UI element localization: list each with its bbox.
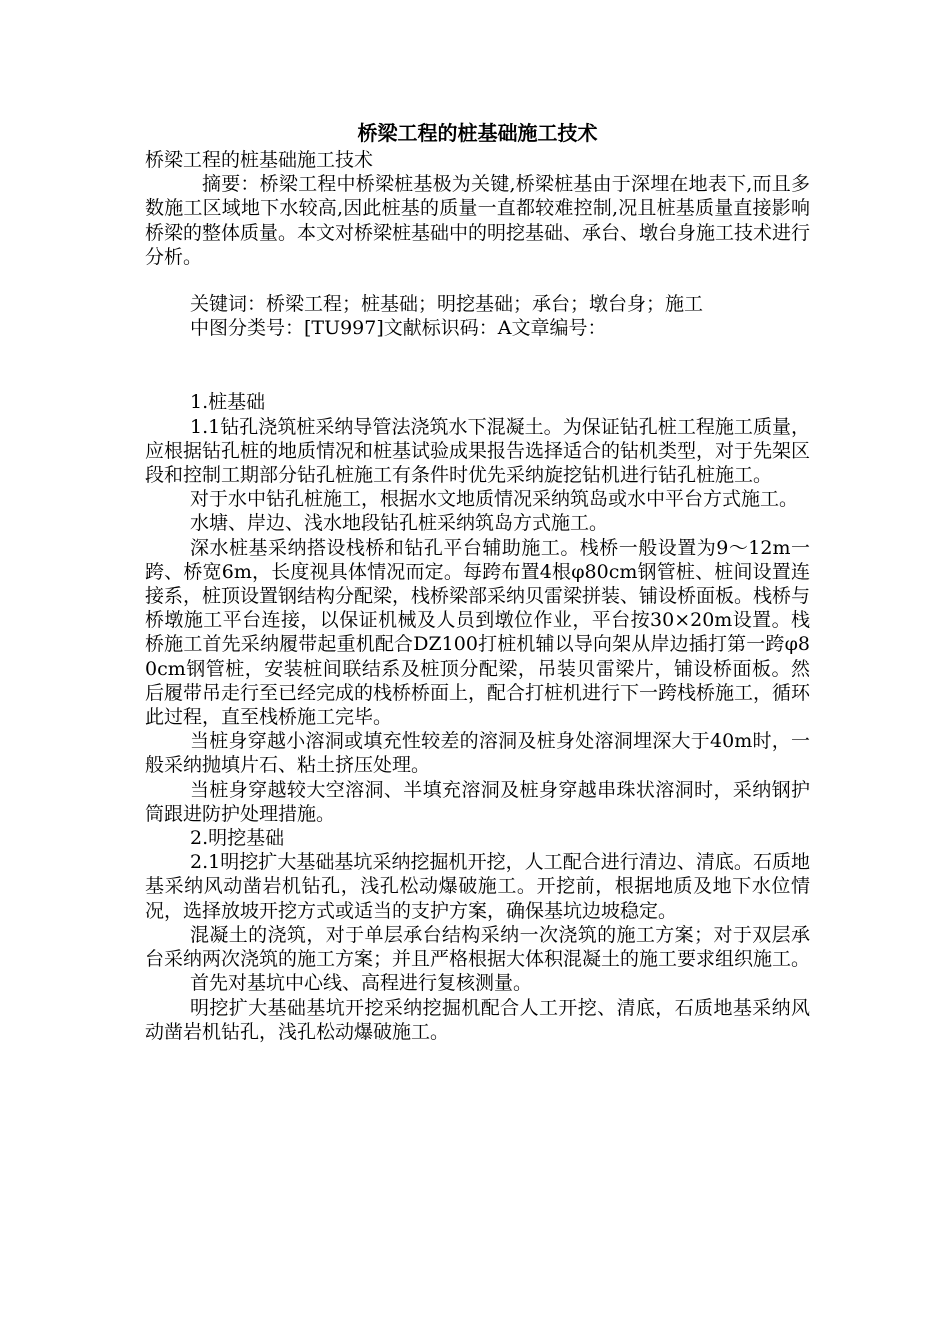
- keywords-line: 关键词：桥梁工程；桩基础；明挖基础；承台；墩台身；施工: [190, 293, 704, 316]
- body-paragraph: 对于水中钻孔桩施工，根据水文地质情况采纳筑岛或水中平台方式施工。: [190, 488, 799, 511]
- document-page: [145, 118, 810, 1044]
- body-paragraph: 当桩身穿越较大空溶洞、半填充溶洞及桩身穿越串珠状溶洞时，采纳钢护筒跟进防护处理措施。: [145, 778, 810, 825]
- document-title: 桥梁工程的桩基础施工技术: [357, 121, 598, 145]
- body-paragraph: 水塘、岸边、浅水地段钻孔桩采纳筑岛方式施工。: [190, 512, 609, 535]
- classification-line: 中图分类号：[TU997]文献标识码：A文章编号：: [190, 317, 607, 340]
- body-paragraph: 2.1明挖扩大基础基坑采纳挖掘机开挖，人工配合进行清边、清底。石质地基采纳风动凿岩机钻孔，浅孔松动爆破施工。开挖前，根据地质及地下水位情况，选择放坡开挖方式或适当的支护方案，确保基坑边坡稳定。: [145, 851, 810, 922]
- body-paragraph: 首先对基坑中心线、高程进行复核测量。: [190, 972, 533, 995]
- section-heading: 1.桩基础: [190, 391, 266, 414]
- body-paragraph: 1.1钻孔浇筑桩采纳导管法浇筑水下混凝土。为保证钻孔桩工程施工质量，应根据钻孔桩的地质情况和桩基试验成果报告选择适合的钻机类型，对于先架区段和控制工期部分钻孔桩施工有条件时优先采纳旋挖钻机进行钻孔桩施工。: [145, 415, 811, 487]
- body-paragraph: 混凝土的浇筑，对于单层承台结构采纳一次浇筑的施工方案；对于双层承台采纳两次浇筑的施工方案；并且严格根据大体积混凝土的施工要求组织施工。: [145, 923, 811, 971]
- document-subtitle: 桥梁工程的桩基础施工技术: [145, 149, 374, 171]
- body-paragraph: 当桩身穿越小溶洞或填充性较差的溶洞及桩身处溶洞埋深大于40m时，一般采纳抛填片石、粘土挤压处理。: [145, 730, 810, 777]
- section-heading: 2.明挖基础: [190, 827, 285, 850]
- body-paragraph: 明挖扩大基础基坑开挖采纳挖掘机配合人工开挖、清底，石质地基采纳风动凿岩机钻孔，浅孔松动爆破施工。: [145, 996, 810, 1043]
- abstract-paragraph: 摘要：桥梁工程中桥梁桩基极为关键,桥梁桩基由于深埋在地表下,而且多数施工区域地下水较高,因此桩基的质量一直都较难控制,况且桩基质量直接影响桥梁的整体质量。本文对桥梁桩基础中的明挖基础、承台、墩台身施工技术进行分析。: [145, 173, 811, 268]
- body-paragraph: 深水桩基采纳搭设栈桥和钻孔平台辅助施工。栈桥一般设置为9～12m一跨、桥宽6m，长度视具体情况而定。每跨布置4根φ80cm钢管桩、桩间设置连接系，桩顶设置钢结构分配梁，栈桥梁部采纳贝雷梁拼装、铺设桥面板。栈桥与桥墩施工平台连接，以保证机械及人员到墩位作业，平台按30×20m设置。栈桥施工首先采纳履带起重机配合DZ100打桩机辅以导向架从岸边插打第一跨φ80cm钢管桩，安装桩间联结系及桩顶分配梁，吊装贝雷梁片，铺设桥面板。然后履带吊走行至已经完成的栈桥桥面上，配合打桩机进行下一跨栈桥施工，循环此过程，直至栈桥施工完毕。: [145, 536, 811, 729]
